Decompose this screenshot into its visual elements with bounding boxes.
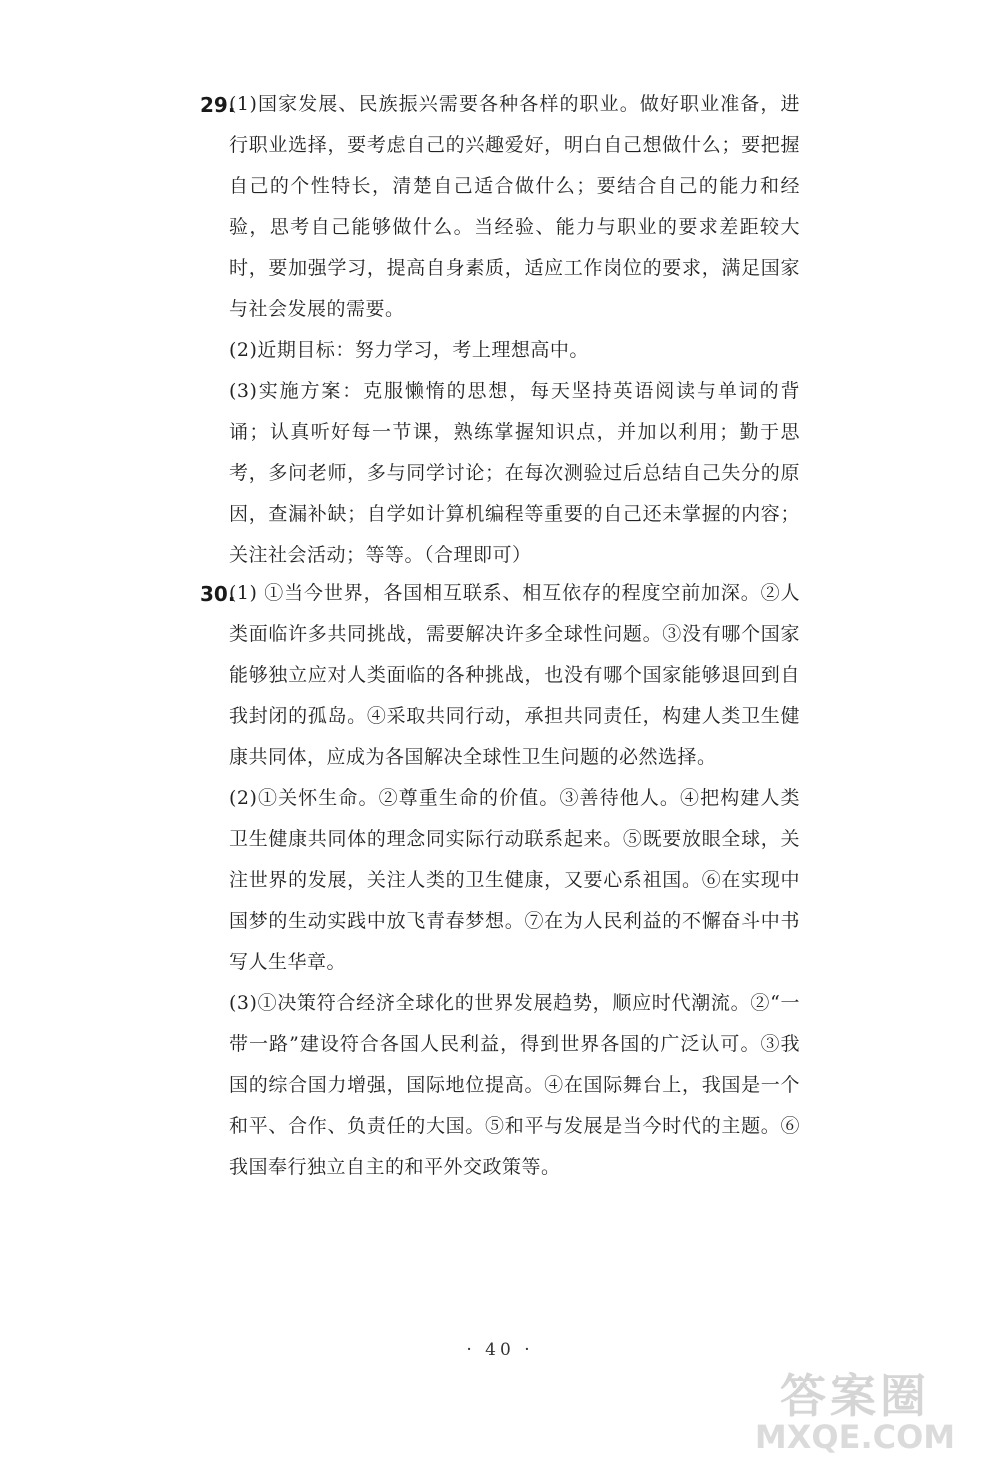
watermark-title: 答案圈 [780, 1369, 930, 1423]
answer-part-1: (1)国家发展、民族振兴需要各种各样的职业。做好职业准备，进行职业选择，要考虑自己的兴趣爱好，明白自己想做什么；要把握自己的个性特长，清楚自己适合做什么；要结合自己的能力和经验，思考自己能够做什么。当经验、能力与职业的要求差距较大时，要加强学习，提高自身素质，适应工作岗位的要求，满足国家与社会发展的需要。 [229, 93, 800, 320]
question-30 [200, 573, 800, 1188]
question-number: 30. [200, 582, 236, 606]
answer-part-3: (3)①决策符合经济全球化的世界发展趋势，顺应时代潮流。②“一带一路”建设符合各国人民利益，得到世界各国的广泛认可。③我国的综合国力增强，国际地位提高。④在国际舞台上，我国是一个和平、合作、负责任的大国。⑤和平与发展是当今时代的主题。⑥我国奉行独立自主的和平外交政策等。 [229, 992, 800, 1178]
answer-part-2: (2)①关怀生命。②尊重生命的价值。③善待他人。④把构建人类卫生健康共同体的理念同实际行动联系起来。⑤既要放眼全球，关注世界的发展，关注人类的卫生健康，又要心系祖国。⑥在实现中国梦的生动实践中放飞青春梦想。⑦在为人民利益的不懈奋斗中书写人生华章。 [229, 787, 800, 973]
answer-part-1: (1) ①当今世界，各国相互联系、相互依存的程度空前加深。②人类面临许多共同挑战，需要解决许多全球性问题。③没有哪个国家能够独立应对人类面临的各种挑战，也没有哪个国家能够退回到自我封闭的孤岛。④采取共同行动，承担共同责任，构建人类卫生健康共同体，应成为各国解决全球性卫生问题的必然选择。 [229, 582, 800, 768]
page-number: · 40 · [466, 1340, 534, 1360]
answer-part-2: (2)近期目标：努力学习，考上理想高中。 [229, 339, 589, 361]
question-29 [200, 84, 800, 576]
watermark-url: MXQE.COM [754, 1418, 956, 1456]
question-number: 29. [200, 93, 236, 117]
answer-part-3: (3)实施方案：克服懒惰的思想，每天坚持英语阅读与单词的背诵；认真听好每一节课，熟练掌握知识点，并加以利用；勤于思考，多问老师，多与同学讨论；在每次测验过后总结自己失分的原因，查漏补缺；自学如计算机编程等重要的自己还未掌握的内容；关注社会活动；等等。（合理即可） [229, 380, 800, 566]
watermark-logo [730, 1360, 980, 1460]
